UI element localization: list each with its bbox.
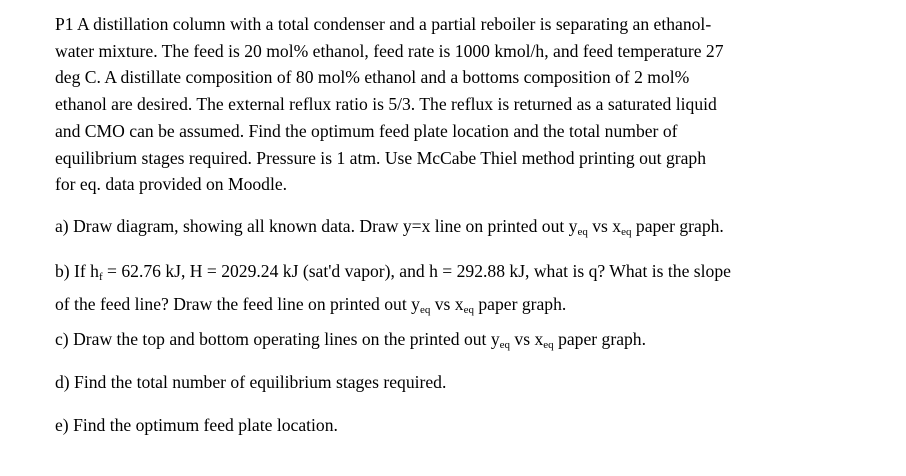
part-b-l1-a: b) If h — [55, 261, 99, 281]
subscript-eq: eq — [419, 304, 431, 316]
part-b-l2-a: of the feed line? Draw the feed line on printed out y — [55, 294, 420, 314]
part-c — [55, 329, 646, 351]
part-d: d) Find the total number of equilibrium stages required. — [55, 372, 447, 392]
part-e: e) Find the optimum feed plate location. — [55, 415, 338, 435]
problem-line-4: ethanol are desired. The external reflux ratio is 5/3. The reflux is returned as a saturated liquid — [55, 94, 717, 115]
part-c-text-mid: vs x — [510, 329, 544, 349]
part-a — [55, 216, 724, 238]
problem-line-1: P1 A distillation column with a total condenser and a partial reboiler is separating an ethanol- — [55, 14, 712, 34]
problem-line-6: equilibrium stages required. Pressure is 1 atm. Use McCabe Thiel method printing out graph — [55, 147, 707, 168]
part-b-line-1 — [55, 258, 731, 291]
problem-line-2: water mixture. The feed is 20 mol% ethanol, feed rate is 1000 kmol/h, and feed temperature 27 — [55, 40, 724, 61]
part-c-text-after: paper graph. — [553, 329, 646, 349]
part-a-text-after: paper graph. — [631, 216, 724, 236]
subscript-f: f — [98, 271, 103, 283]
problem-line-3: deg C. A distillate composition of 80 mol% ethanol and a bottoms composition of 2 mol% — [55, 67, 690, 88]
part-b — [55, 258, 731, 324]
part-b-l2-b: vs x — [430, 294, 464, 314]
part-b-line-2 — [55, 291, 731, 324]
problem-line-5: and CMO can be assumed. Find the optimum feed plate location and the total number of — [55, 120, 678, 141]
subscript-eq: eq — [621, 226, 632, 238]
subscript-eq: eq — [577, 226, 588, 238]
document-page — [55, 11, 895, 435]
part-b-l1-b: = 62.76 kJ, H = 2029.24 kJ (sat'd vapor), and h = 292.88 kJ, what is q? What is the slope — [102, 261, 731, 281]
part-a-text-mid: vs x — [587, 216, 622, 236]
part-a-text-before: a) Draw diagram, showing all known data. Draw y=x line on printed out y — [55, 216, 578, 236]
subscript-eq: eq — [543, 339, 554, 351]
subscript-eq: eq — [463, 304, 474, 316]
part-c-text-before: c) Draw the top and bottom operating lines on the printed out y — [55, 329, 500, 349]
part-b-l2-c: paper graph. — [473, 294, 567, 314]
subscript-eq: eq — [499, 339, 511, 351]
problem-statement — [55, 11, 895, 198]
problem-line-7: for eq. data provided on Moodle. — [55, 174, 288, 195]
